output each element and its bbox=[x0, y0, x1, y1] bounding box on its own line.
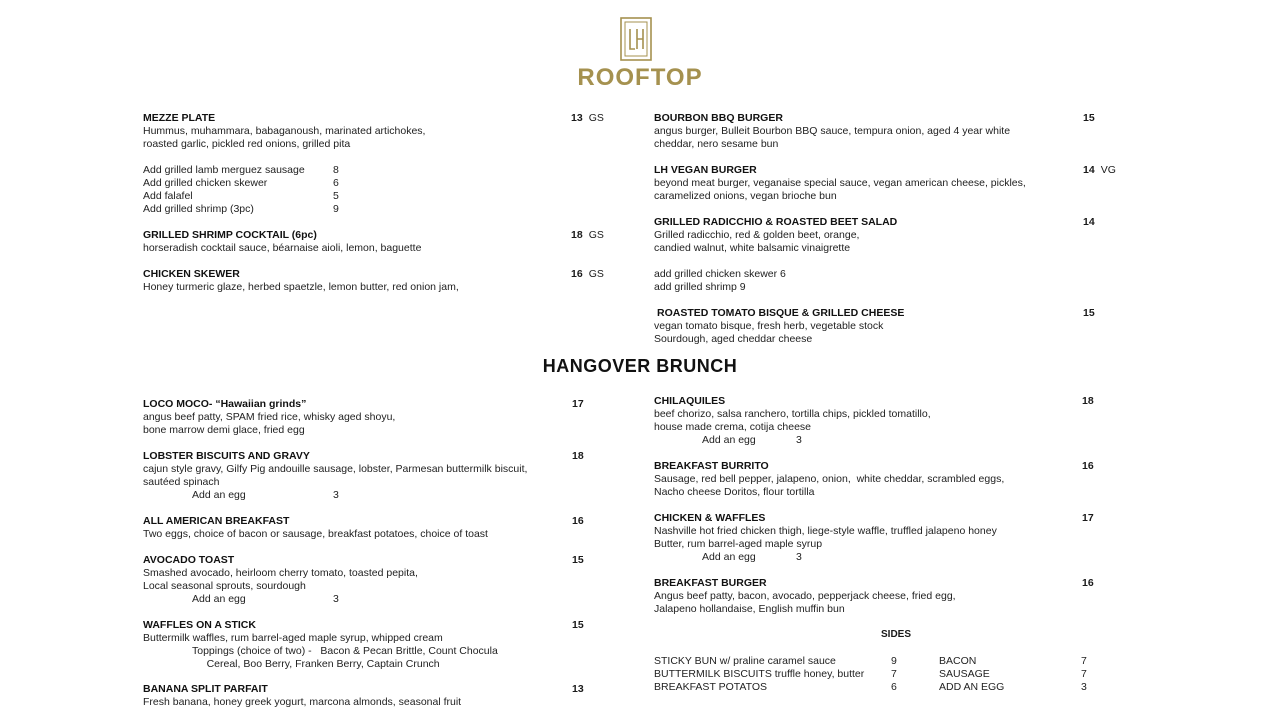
menu-item-all-american-breakfast bbox=[143, 515, 488, 541]
item-desc: Angus beef patty, bacon, avocado, pepperjack cheese, fried egg, Jalapeno hollandaise, English muffin bun bbox=[654, 590, 956, 615]
gluten-free-tag: GS bbox=[588, 112, 604, 124]
menu-item-radicchio-salad bbox=[654, 216, 897, 255]
side-item: BREAKFAST POTATOS bbox=[654, 681, 768, 693]
menu-item-waffles-on-a-stick bbox=[143, 619, 443, 645]
menu-item-avocado-toast bbox=[143, 554, 418, 593]
item-name: LOCO MOCO- “Hawaiian grinds” bbox=[143, 398, 307, 410]
item-name: LOBSTER BISCUITS AND GRAVY bbox=[143, 450, 310, 462]
item-desc: Nashville hot fried chicken thigh, liege-style waffle, truffled jalapeno honey Butter, rum barrel-aged maple syrup bbox=[654, 525, 997, 550]
section-title-hangover-brunch: HANGOVER BRUNCH bbox=[542, 356, 738, 376]
item-name: CHILAQUILES bbox=[654, 395, 726, 407]
item-name: GRILLED SHRIMP COCKTAIL (6pc) bbox=[143, 229, 317, 241]
addon-egg-price: 3 bbox=[796, 434, 802, 446]
sides-title: SIDES bbox=[881, 629, 912, 640]
item-desc: Grilled radicchio, red & golden beet, orange, candied walnut, white balsamic vinaigrette bbox=[654, 229, 860, 254]
item-price: 15 bbox=[572, 619, 584, 631]
item-price: 15 bbox=[1083, 307, 1095, 319]
item-name: BOURBON BBQ BURGER bbox=[654, 112, 783, 124]
side-item: BUTTERMILK BISCUITS truffle honey, butter bbox=[654, 668, 865, 680]
item-name: ALL AMERICAN BREAKFAST bbox=[143, 515, 290, 527]
menu-item-mezze-plate bbox=[143, 112, 425, 151]
item-desc: vegan tomato bisque, fresh herb, vegetable stock Sourdough, aged cheddar cheese bbox=[654, 320, 884, 345]
item-desc: cajun style gravy, Gilfy Pig andouille sausage, lobster, Parmesan buttermilk biscuit, sautéed spinach bbox=[143, 463, 528, 488]
item-desc: beef chorizo, salsa ranchero, tortilla chips, pickled tomatillo, house made crema, cotija cheese bbox=[654, 408, 931, 433]
item-name: BREAKFAST BURGER bbox=[654, 577, 767, 589]
menu-item-tomato-bisque bbox=[657, 307, 904, 320]
item-name: GRILLED RADICCHIO & ROASTED BEET SALAD bbox=[654, 216, 898, 228]
item-price: 16 bbox=[1082, 460, 1094, 472]
item-desc: Sausage, red bell pepper, jalapeno, onion, white cheddar, scrambled eggs, Nacho cheese Doritos, flour tortilla bbox=[654, 473, 1005, 498]
item-name: ROASTED TOMATO BISQUE & GRILLED CHEESE bbox=[657, 307, 905, 319]
side-price: 7 bbox=[1081, 668, 1087, 680]
menu-item-chicken-and-waffles bbox=[654, 512, 997, 551]
addon-egg-price: 3 bbox=[796, 551, 802, 563]
item-price: 13 GS bbox=[571, 112, 604, 124]
item-price: 18 bbox=[1082, 395, 1094, 407]
item-desc: angus beef patty, SPAM fried rice, whisky aged shoyu, bone marrow demi glace, fried egg bbox=[143, 411, 396, 436]
item-desc: Hummus, muhammara, babaganoush, marinated artichokes, roasted garlic, pickled red onions, grilled pita bbox=[143, 125, 426, 150]
item-desc: Buttermilk waffles, rum barrel-aged maple syrup, whipped cream bbox=[143, 632, 443, 644]
addon-egg: Add an egg bbox=[702, 551, 756, 563]
side-price: 7 bbox=[891, 668, 897, 680]
addon-egg-price: 3 bbox=[333, 489, 339, 501]
item-price: 17 bbox=[572, 398, 584, 410]
menu-item-vegan-burger bbox=[654, 164, 1026, 203]
menu-item-banana-split-parfait bbox=[143, 683, 461, 709]
item-price: 15 bbox=[572, 554, 584, 566]
brand-name: ROOFTOP bbox=[577, 64, 703, 91]
item-name: BANANA SPLIT PARFAIT bbox=[143, 683, 268, 695]
menu-item-chicken-skewer bbox=[143, 268, 459, 294]
item-price: 18 bbox=[572, 450, 584, 462]
item-price: 17 bbox=[1082, 512, 1094, 524]
menu-item-chilaquiles bbox=[654, 395, 931, 434]
item-desc: angus burger, Bulleit Bourbon BBQ sauce, tempura onion, aged 4 year white cheddar, nero sesame bun bbox=[654, 125, 1011, 150]
menu-item-shrimp-cocktail bbox=[143, 229, 421, 255]
item-price: 14 bbox=[1083, 216, 1095, 228]
item-price: 13 bbox=[572, 683, 584, 695]
side-item: ADD AN EGG bbox=[939, 681, 1005, 693]
item-name: CHICKEN & WAFFLES bbox=[654, 512, 766, 524]
item-name: LH VEGAN BURGER bbox=[654, 164, 757, 176]
salad-addons: add grilled chicken skewer 6 add grilled shrimp 9 bbox=[654, 268, 786, 293]
addon-egg: Add an egg bbox=[702, 434, 756, 446]
menu-item-bourbon-bbq-burger bbox=[654, 112, 1010, 151]
item-price: 15 bbox=[1083, 112, 1095, 124]
item-price: 14 VG bbox=[1083, 164, 1116, 176]
bisque-desc-block bbox=[654, 320, 883, 346]
addon-egg-price: 3 bbox=[333, 593, 339, 605]
item-desc: Honey turmeric glaze, herbed spaetzle, lemon butter, red onion jam, bbox=[143, 281, 459, 293]
item-desc: Smashed avocado, heirloom cherry tomato, toasted pepita, Local seasonal sprouts, sourdough bbox=[143, 567, 418, 592]
item-price: 18 GS bbox=[571, 229, 604, 241]
side-item: BACON bbox=[939, 655, 977, 667]
item-name: AVOCADO TOAST bbox=[143, 554, 235, 566]
item-desc: Two eggs, choice of bacon or sausage, breakfast potatoes, choice of toast bbox=[143, 528, 488, 540]
side-price: 6 bbox=[891, 681, 897, 693]
vegan-tag: VG bbox=[1100, 164, 1116, 176]
side-price: 7 bbox=[1081, 655, 1087, 667]
side-price: 9 bbox=[891, 655, 897, 667]
addon-egg: Add an egg bbox=[192, 593, 246, 605]
side-item: STICKY BUN w/ praline caramel sauce bbox=[654, 655, 836, 667]
mezze-addons: Add grilled lamb merguez sausage 8 Add grilled chicken skewer 6 Add falafel 5 Add grilled shrimp (3pc) 9 bbox=[143, 164, 339, 215]
side-price: 3 bbox=[1081, 681, 1087, 693]
menu-item-lobster-biscuits bbox=[143, 450, 527, 489]
side-item: SAUSAGE bbox=[939, 668, 990, 680]
lh-monogram-logo bbox=[620, 17, 652, 61]
menu-item-breakfast-burger bbox=[654, 577, 956, 616]
menu-item-breakfast-burrito bbox=[654, 460, 1004, 499]
item-name: MEZZE PLATE bbox=[143, 112, 216, 124]
item-desc: beyond meat burger, veganaise special sauce, vegan american cheese, pickles, caramelized onions, vegan brioche bun bbox=[654, 177, 1026, 202]
item-price: 16 GS bbox=[571, 268, 604, 280]
item-name: CHICKEN SKEWER bbox=[143, 268, 240, 280]
waffle-toppings: Toppings (choice of two) - Bacon & Pecan Brittle, Count Chocula Cereal, Boo Berry, Franken Berry, Captain Crunch bbox=[192, 645, 498, 670]
item-name: WAFFLES ON A STICK bbox=[143, 619, 256, 631]
item-price: 16 bbox=[1082, 577, 1094, 589]
menu-item-loco-moco bbox=[143, 398, 395, 437]
item-name: BREAKFAST BURRITO bbox=[654, 460, 769, 472]
addon-egg: Add an egg bbox=[192, 489, 246, 501]
item-desc: Fresh banana, honey greek yogurt, marcona almonds, seasonal fruit bbox=[143, 696, 462, 708]
item-desc: horseradish cocktail sauce, béarnaise aioli, lemon, baguette bbox=[143, 242, 422, 254]
item-price: 16 bbox=[572, 515, 584, 527]
